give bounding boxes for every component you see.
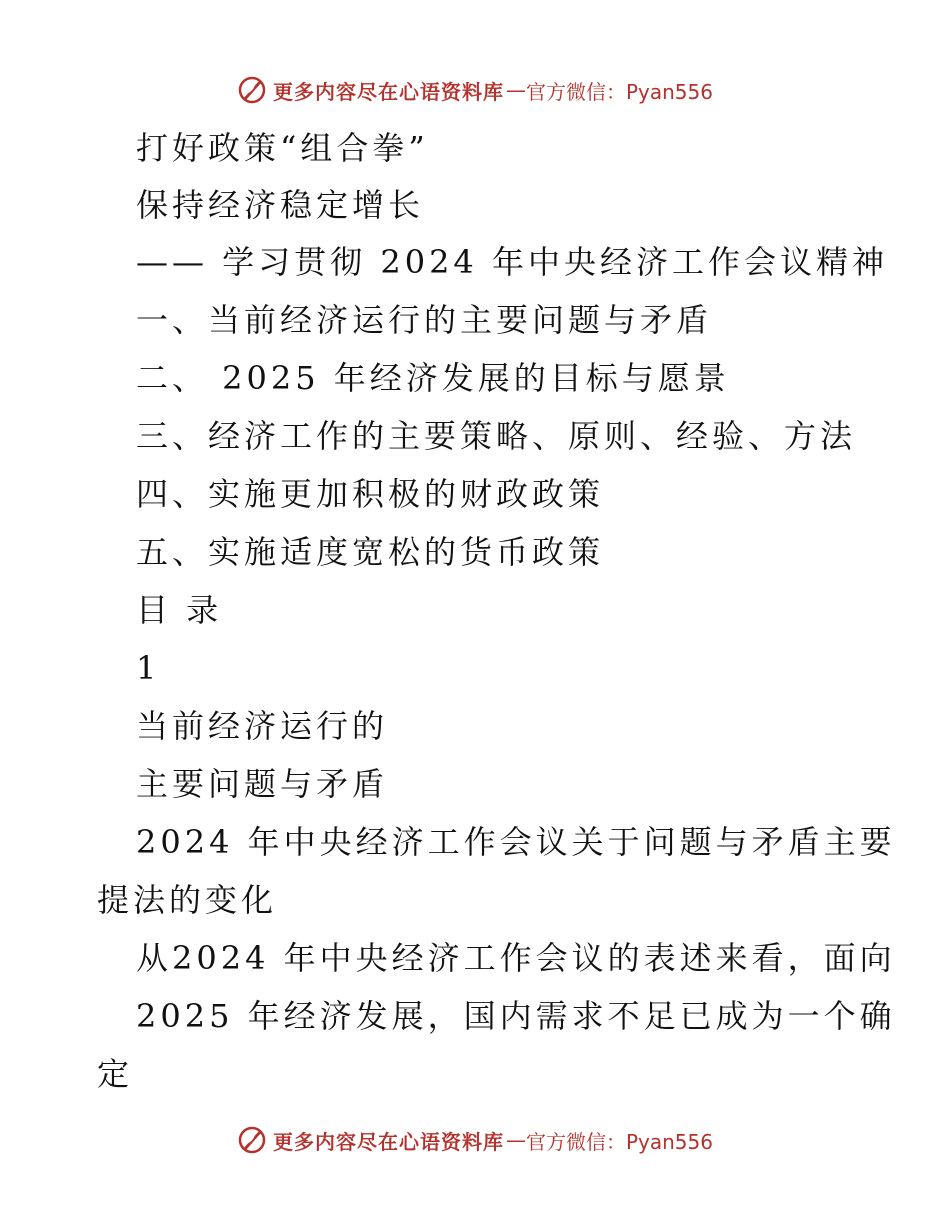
paragraph-heading-line-1: 2024 年中央经济工作会议关于问题与矛盾主要: [136, 823, 896, 861]
watermark-contact-text: 官方微信：Pyan556: [525, 1129, 713, 1154]
outline-item-3: 三、经济工作的主要策略、原则、经验、方法: [136, 417, 857, 455]
watermark-separator: —: [505, 78, 526, 102]
section-title-line-2: 主要问题与矛盾: [136, 765, 389, 803]
watermark-header: [0, 70, 950, 110]
paragraph-line-3: 定: [97, 1055, 134, 1093]
outline-item-2: 二、 2025 年经济发展的目标与愿景: [136, 359, 730, 397]
watermark-brand-text: 更多内容尽在心语资料库: [272, 79, 504, 104]
paragraph-heading-line-2: 提法的变化: [97, 881, 278, 919]
quill-logo-icon: [237, 75, 267, 105]
section-title-line-1: 当前经济运行的: [136, 707, 389, 745]
paragraph-line-1: 从2024 年中央经济工作会议的表述来看，面向: [136, 939, 896, 977]
watermark-brand-text: 更多内容尽在心语资料库: [272, 1129, 504, 1154]
quill-logo-icon: [237, 1125, 267, 1155]
paragraph-line-2: 2025 年经济发展，国内需求不足已成为一个确: [136, 997, 896, 1035]
doc-subtitle: —— 学习贯彻 2024 年中央经济工作会议精神: [136, 243, 888, 281]
watermark-footer: [0, 1120, 950, 1160]
doc-title-line-2: 保持经济稳定增长: [136, 186, 425, 224]
watermark-contact-text: 官方微信：Pyan556: [525, 79, 713, 104]
outline-item-1: 一、当前经济运行的主要问题与矛盾: [136, 301, 713, 339]
toc-heading: 目 录: [136, 591, 223, 629]
outline-item-5: 五、实施适度宽松的货币政策: [136, 533, 605, 571]
section-number: 1: [136, 649, 161, 687]
watermark-separator: —: [505, 1128, 526, 1152]
doc-title-line-1: 打好政策“组合拳”: [136, 129, 429, 167]
outline-item-4: 四、实施更加积极的财政政策: [136, 475, 605, 513]
